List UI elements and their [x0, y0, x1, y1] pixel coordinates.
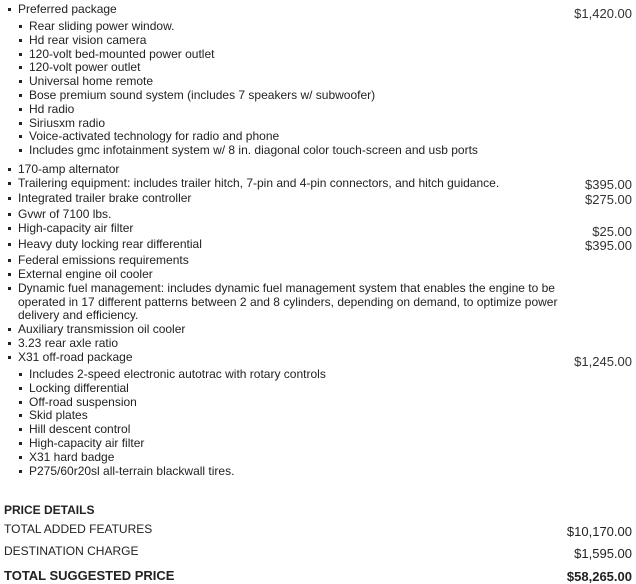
- feature-price: $395.00: [585, 177, 632, 192]
- list-item: 120-volt power outlet: [0, 61, 560, 75]
- feature-row: [0, 238, 636, 251]
- list-item: Voice-activated technology for radio and phone: [0, 130, 560, 144]
- feature-price: $1,245.00: [574, 354, 632, 369]
- list-item: Bose premium sound system (includes 7 speakers w/ subwoofer): [0, 89, 560, 103]
- feature-price: $395.00: [585, 238, 632, 253]
- feature-price: $25.00: [592, 224, 632, 239]
- list-item: Hd radio: [0, 103, 560, 117]
- list-item: Hd rear vision camera: [0, 34, 560, 48]
- feature-row: [0, 337, 636, 350]
- feature-row: [0, 254, 636, 267]
- feature-row: [0, 323, 636, 336]
- feature-row: [0, 208, 636, 221]
- feature-label: Dynamic fuel management: includes dynamic fuel management system that enables the engine to be operated in 17 different patterns between 2 and 8 cylinders, depending on demand, to optimize power delivery and efficiency.: [0, 282, 578, 323]
- feature-price: $1,420.00: [574, 6, 632, 21]
- feature-label: High-capacity air filter: [0, 222, 636, 235]
- total-suggested-price-label: TOTAL SUGGESTED PRICE: [4, 568, 175, 583]
- destination-charge-value: $1,595.00: [574, 546, 632, 561]
- price-details-title: PRICE DETAILS: [4, 503, 95, 517]
- list-item: Off-road suspension: [0, 396, 560, 410]
- sub-list: [0, 20, 560, 158]
- destination-charge-label: DESTINATION CHARGE: [4, 544, 139, 558]
- feature-label: Federal emissions requirements: [0, 254, 636, 267]
- list-item: Siriusxm radio: [0, 117, 560, 131]
- feature-row: [0, 177, 636, 190]
- list-item: Hill descent control: [0, 423, 560, 437]
- list-item: Universal home remote: [0, 75, 560, 89]
- sub-list: [0, 368, 560, 478]
- feature-label: Trailering equipment: includes trailer hitch, 7-pin and 4-pin connectors, and hitch guidance.: [0, 177, 636, 190]
- list-item: P275/60r20sl all-terrain blackwall tires.: [0, 465, 560, 479]
- feature-row: [0, 350, 636, 369]
- feature-row: [0, 2, 636, 21]
- list-item: Skid plates: [0, 409, 560, 423]
- feature-label: Gvwr of 7100 lbs.: [0, 208, 636, 221]
- feature-label: Auxiliary transmission oil cooler: [0, 323, 636, 336]
- list-item: High-capacity air filter: [0, 437, 560, 451]
- list-item: Locking differential: [0, 382, 560, 396]
- list-item: X31 hard badge: [0, 451, 560, 465]
- list-item: Rear sliding power window.: [0, 20, 560, 34]
- total-suggested-price-value: $58,265.00: [566, 569, 632, 584]
- feature-price: $275.00: [585, 192, 632, 207]
- feature-row: [0, 192, 636, 205]
- feature-label: 3.23 rear axle ratio: [0, 337, 636, 350]
- feature-row: [0, 282, 636, 323]
- feature-label: External engine oil cooler: [0, 268, 636, 281]
- list-item: Includes gmc infotainment system w/ 8 in. diagonal color touch-screen and usb ports: [0, 144, 560, 158]
- feature-label: Integrated trailer brake controller: [0, 192, 636, 205]
- feature-row: [0, 163, 636, 176]
- feature-row: [0, 221, 636, 239]
- feature-label: Heavy duty locking rear differential: [0, 238, 636, 251]
- list-item: 120-volt bed-mounted power outlet: [0, 48, 560, 62]
- feature-label: 170-amp alternator: [0, 163, 636, 176]
- total-added-features-label: TOTAL ADDED FEATURES: [4, 522, 153, 536]
- feature-label: X31 off-road package: [0, 351, 636, 364]
- list-item: Includes 2-speed electronic autotrac with rotary controls: [0, 368, 560, 382]
- total-added-features-value: $10,170.00: [566, 524, 632, 539]
- feature-label: Preferred package: [0, 3, 636, 16]
- feature-row: [0, 268, 636, 281]
